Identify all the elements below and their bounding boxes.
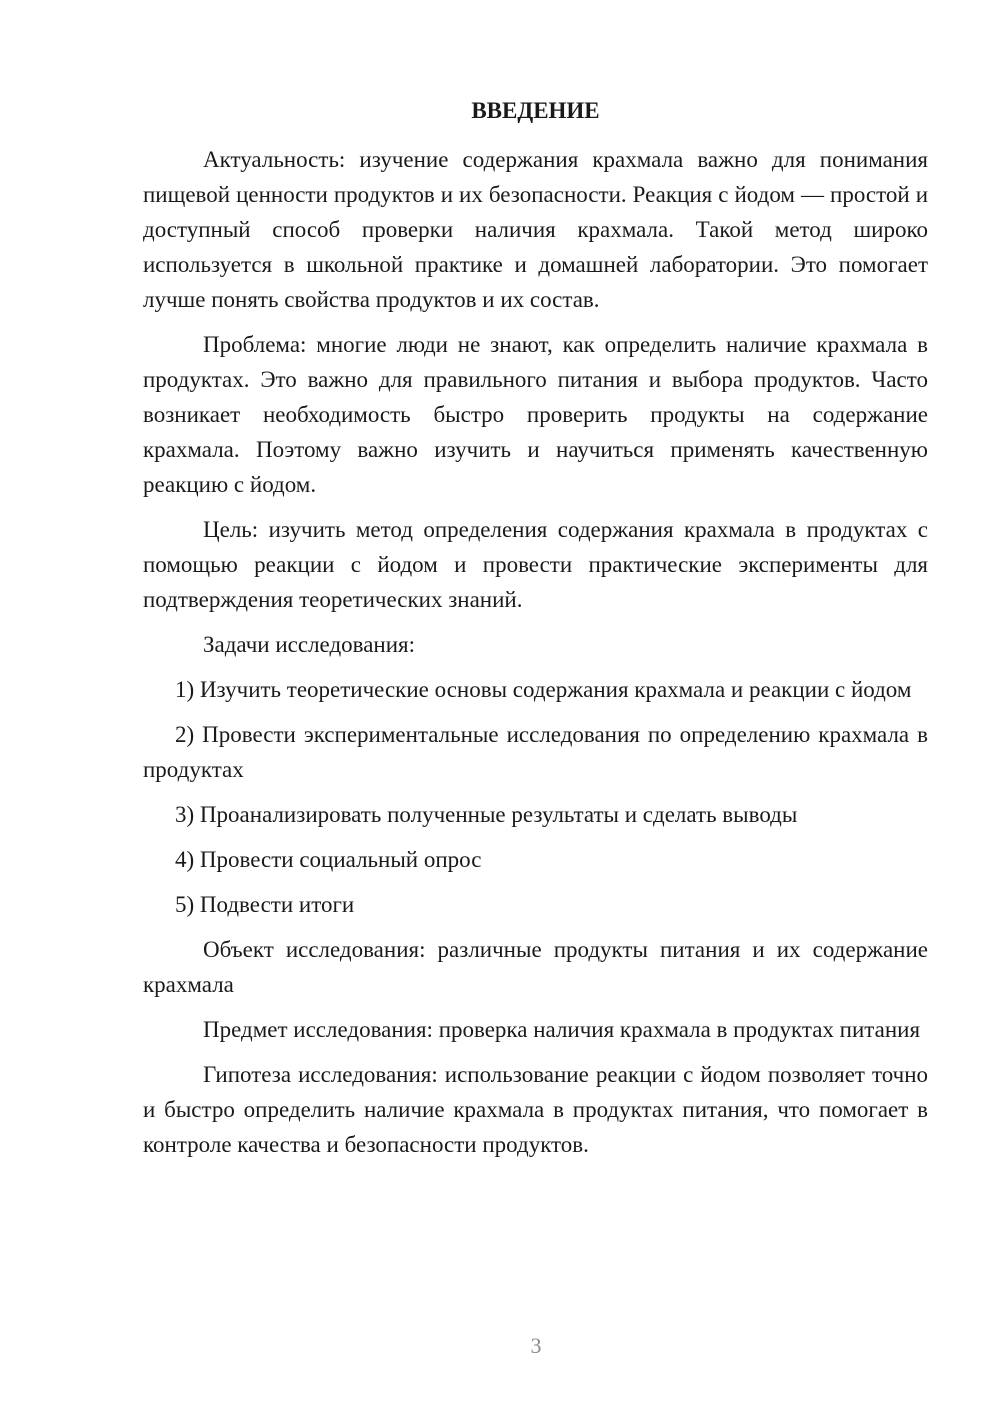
paragraph-problem: Проблема: многие люди не знают, как определить наличие крахмала в продуктах. Это важно для правильного питания и выбора продуктов. Часто возникает необходимость быстро проверить продукты на содержание крахмала. Поэтому важно изучить и научиться применять качественную реакцию с йодом. [143,332,928,497]
task-item-5: 5) Подвести итоги [175,892,355,917]
task-item-2: 2) Провести экспериментальные исследования по определению крахмала в продуктах [143,722,928,782]
task-item-4: 4) Провести социальный опрос [175,847,482,872]
paragraph-goal: Цель: изучить метод определения содержания крахмала в продуктах с помощью реакции с йодом и провести практические эксперименты для подтверждения теоретических знаний. [143,517,928,612]
task-item-3: 3) Проанализировать полученные результаты и сделать выводы [175,802,798,827]
paragraph-relevance: Актуальность: изучение содержания крахмала важно для понимания пищевой ценности продуктов и их безопасности. Реакция с йодом — простой и доступный способ проверки наличия крахмала. Такой метод широко используется в школьной практике и домашней лаборатории. Это помогает лучше понять свойства продуктов и их состав. [143,147,928,312]
paragraph-subject: Предмет исследования: проверка наличия крахмала в продуктах питания [203,1017,921,1042]
document-page [143,96,928,1172]
section-title: ВВЕДЕНИЕ [471,98,600,123]
task-item-1: 1) Изучить теоретические основы содержания крахмала и реакции с йодом [175,677,912,702]
paragraph-hypothesis: Гипотеза исследования: использование реакции с йодом позволяет точно и быстро определить наличие крахмала в продуктах питания, что помогает в контроле качества и безопасности продуктов. [143,1062,928,1157]
page-number: 3 [530,1333,542,1358]
paragraph-tasks-heading: Задачи исследования: [203,632,416,657]
paragraph-object: Объект исследования: различные продукты питания и их содержание крахмала [143,937,928,997]
